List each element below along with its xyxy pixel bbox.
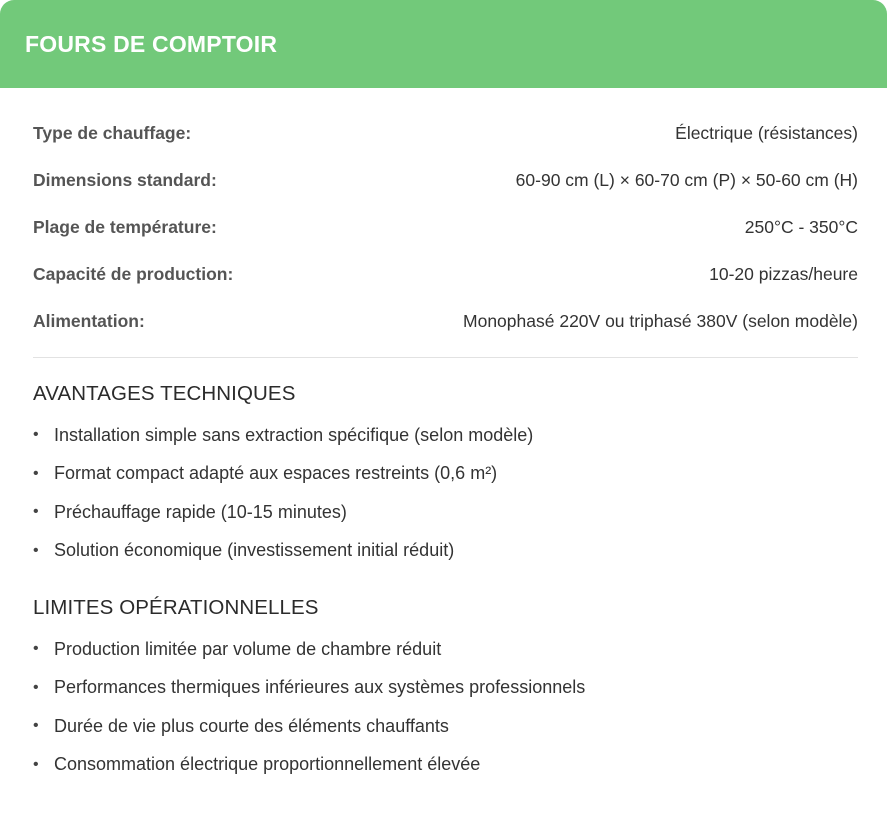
spec-value: 60-90 cm (L) × 60-70 cm (P) × 50-60 cm (H) (515, 170, 858, 190)
spec-label: Capacité de production: (33, 264, 234, 284)
spec-row-heating-type (33, 110, 858, 157)
spec-value: 10-20 pizzas/heure (709, 264, 858, 284)
list-item-text: Performances thermiques inférieures aux systèmes professionnels (54, 677, 586, 698)
list-item-text: Préchauffage rapide (10-15 minutes) (54, 501, 347, 522)
list-item-text: Installation simple sans extraction spécifique (selon modèle) (54, 424, 534, 445)
list-item (33, 493, 858, 532)
list-item-text: Production limitée par volume de chambre réduit (54, 638, 442, 659)
spec-row-temperature (33, 204, 858, 251)
list-item-text: Consommation électrique proportionnellement élevée (54, 754, 481, 775)
list-item (33, 455, 858, 494)
advantages-list (33, 416, 858, 570)
bullet-icon: • (33, 464, 39, 482)
spec-label: Dimensions standard: (33, 170, 217, 190)
bullet-icon: • (33, 426, 39, 444)
card-title: FOURS DE COMPTOIR (25, 30, 278, 57)
advantages-title: AVANTAGES TECHNIQUES (33, 382, 296, 405)
bullet-icon: • (33, 640, 39, 658)
card-header (0, 0, 887, 88)
bullet-icon: • (33, 755, 39, 773)
spec-row-power-supply (33, 298, 858, 345)
bullet-icon: • (33, 717, 39, 735)
spec-row-capacity (33, 251, 858, 298)
specs-table (33, 88, 858, 358)
spec-row-dimensions (33, 157, 858, 204)
spec-label: Type de chauffage: (33, 123, 192, 143)
spec-label: Alimentation: (33, 311, 145, 331)
list-item (33, 630, 858, 669)
bullet-icon: • (33, 678, 39, 696)
limits-list (33, 630, 858, 784)
spec-label: Plage de température: (33, 217, 217, 237)
list-item (33, 746, 858, 785)
spec-value: 250°C - 350°C (744, 217, 858, 237)
list-item (33, 416, 858, 455)
limits-title: LIMITES OPÉRATIONNELLES (33, 596, 319, 619)
list-item (33, 707, 858, 746)
list-item-text: Solution économique (investissement initial réduit) (54, 540, 455, 561)
list-item (33, 669, 858, 708)
bullet-icon: • (33, 503, 39, 521)
list-item (33, 532, 858, 571)
card-content (0, 88, 887, 784)
list-item-text: Durée de vie plus courte des éléments chauffants (54, 715, 449, 736)
list-item-text: Format compact adapté aux espaces restreints (0,6 m²) (54, 463, 498, 484)
advantages-section (33, 358, 858, 570)
limits-section (33, 570, 858, 784)
spec-value: Électrique (résistances) (675, 123, 858, 143)
spec-value: Monophasé 220V ou triphasé 380V (selon modèle) (463, 311, 858, 331)
bullet-icon: • (33, 541, 39, 559)
